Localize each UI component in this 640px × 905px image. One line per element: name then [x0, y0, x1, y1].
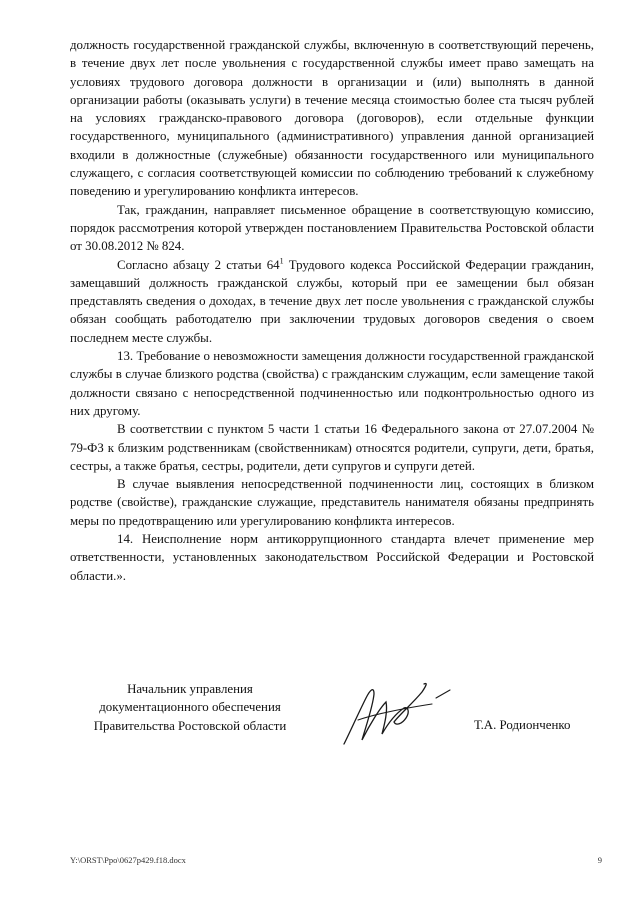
labor-code-text-end: Трудового кодекса Российской Федерации гражданин, замещавший должность гражданской службы, который при ее замещении был обязан представлять сведения о доходах, в течение двух лет после увольнения с гражданской службы обязан сообщать работодателю при заключении трудовых договоров сведения о своем последнем месте службы. [70, 257, 595, 345]
paragraph-continuation: должность государственной гражданской службы, включенную в соответствующий перечень, в течение двух лет после увольнения с государственной службы имеет право замещать на условиях трудового договора должности в организации и (или) выполнять в данной организации работы (оказывать услуги) в течение месяца стоимостью более ста тысяч рублей на условиях гражданско-правового договора (договоров), если отдельные функции государственного, муниципального (административного) управления данной организацией входили в должностные (служебные) обязанности государственного или муниципального служащего, с согласия соответствующей комиссии по соблюдению требований к служебному поведению и урегулированию конфликта интересов. [70, 38, 594, 199]
paragraph-commission-appeal: Так, гражданин, направляет письменное обращение в соответствующую комиссию, порядок рассмотрения которой утвержден постановлением Правительства Ростовской области от 30.08.2012 № 824. [70, 202, 594, 254]
signatory-title-line: Начальник управления [127, 682, 253, 696]
signatory-title [70, 680, 310, 735]
signatory-title-line: Правительства Ростовской области [93, 718, 287, 733]
signatory-name: Т.А. Родионченко [474, 718, 571, 732]
signatory-title-line: документационного обеспечения [99, 700, 281, 715]
labor-code-text-start: Согласно абзацу 2 статьи 64 [117, 257, 280, 272]
paragraph-federal-law: В соответствии с пунктом 5 части 1 статьи 16 Федерального закона от 27.07.2004 № 79-ФЗ к близким родственникам (свойственникам) относятся родители, супруги, дети, братья, сестры, а также братья, сестры, родители, дети супругов и супруги детей. [70, 422, 594, 473]
paragraph-item-13: 13. Требование о невозможности замещения должности государственной гражданской службы в случае близкого родства (свойства) с гражданским служащим, если замещение такой должности связано с непосредственной подчиненностью или подконтрольностью одного из них другому. [70, 349, 594, 418]
handwritten-signature [336, 674, 466, 754]
paragraph-labor-code [70, 256, 594, 347]
paragraph-item-14: 14. Неисполнение норм антикоррупционного стандарта влечет применение мер ответственности, установленных законодательством Российской Федерации и Ростовской области.». [70, 532, 594, 583]
article-superscript: 1 [279, 256, 284, 266]
file-path: Y:\ORST\Ppo\0627p429.f18.docx [70, 855, 186, 865]
paragraph-subordination: В случае выявления непосредственной подчиненности лиц, состоящих в близком родстве (свойстве), гражданские служащие, представитель нанимателя обязаны предпринять меры по предотвращению или урегулированию конфликта интересов. [70, 477, 594, 528]
document-body [70, 36, 594, 585]
page-number: 9 [597, 855, 602, 865]
